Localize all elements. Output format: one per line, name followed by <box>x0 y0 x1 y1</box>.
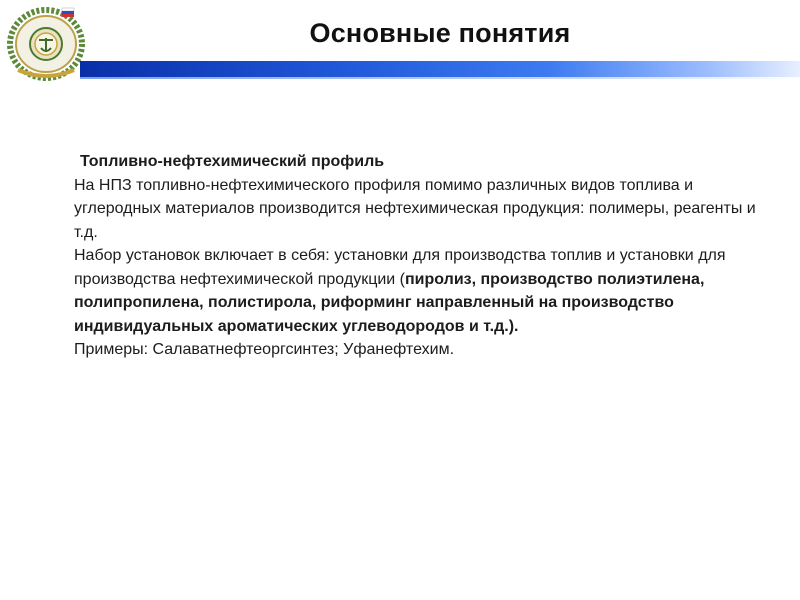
page-title: Основные понятия <box>309 18 571 48</box>
content-block <box>74 150 764 362</box>
header-bar-blue <box>80 61 800 77</box>
section-heading: Топливно-нефтехимический профиль <box>80 153 385 170</box>
paragraph-examples: Примеры: Салаватнефтеоргсинтез; Уфанефтехим. <box>74 341 455 358</box>
paragraph-units-text: Набор установок включает в себя: установки для производства топлив и установки для производства нефтехимической продукции ( <box>74 247 726 288</box>
header-bar-underline <box>80 77 800 79</box>
paragraph-units <box>74 244 764 338</box>
header-bar <box>80 61 800 79</box>
paragraph-definition: На НПЗ топливно-нефтехимического профиля помимо различных видов топлива и углеродных материалов производится нефтехимическая продукция: полимеры, реагенты и т.д. <box>74 176 756 241</box>
paragraph-units-bold: пиролиз, производство полиэтилена, полипропилена, полистирола, риформинг направленный на производство индивидуальных ароматических углеводородов и т.д.). <box>74 270 705 335</box>
university-emblem-icon <box>4 2 88 82</box>
